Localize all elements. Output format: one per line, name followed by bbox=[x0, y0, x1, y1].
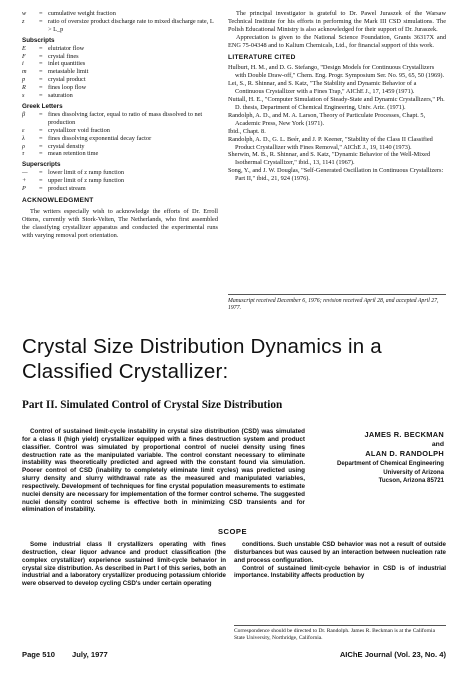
nom-definition: ratio of oversize product discharge rate to mixed discharge rate, L > L_p bbox=[48, 17, 214, 33]
equals-sign: = bbox=[39, 110, 43, 118]
nomenclature-row bbox=[22, 169, 218, 177]
nom-definition: fines dissolving exponential decay factor bbox=[48, 134, 152, 142]
nom-definition: fines loop flow bbox=[48, 84, 87, 92]
nom-symbol: ε bbox=[22, 126, 25, 134]
article-subtitle: Part II. Simulated Control of Crystal Size Distribution bbox=[22, 399, 283, 411]
nomenclature-row bbox=[22, 143, 218, 151]
nom-symbol: m bbox=[22, 68, 27, 76]
nomenclature-row bbox=[22, 68, 218, 76]
citation: Ibid., Chapt. 8. bbox=[228, 127, 266, 135]
equals-sign: = bbox=[39, 150, 43, 158]
equals-sign: = bbox=[39, 84, 43, 92]
issue-date: July, 1977 bbox=[72, 650, 108, 659]
citation: Randolph, A. D., G. L. Beér, and J. P. Keener, "Stability of the Class II Classified Product Crystallizer with Fines Removal," AIChE J., 19, 1140 (1973). bbox=[228, 135, 433, 151]
nom-definition: inlet quantities bbox=[48, 60, 86, 68]
equals-sign: = bbox=[39, 177, 43, 185]
nomenclature-row bbox=[22, 84, 218, 92]
nomenclature-row bbox=[22, 135, 218, 143]
manuscript-received-note: Manuscript received December 6, 1976; revision received April 28, and accepted April 27, 1977. bbox=[228, 294, 446, 312]
nom-definition: product stream bbox=[48, 185, 86, 193]
nom-symbol: F bbox=[22, 52, 26, 60]
equals-sign: = bbox=[39, 126, 43, 134]
acknowledgment-para-2: Appreciation is given to the National Science Foundation, Grants 36317X and ENG 75-04348 and to Kalium Chemicals, Ltd., for financial support of this work. bbox=[228, 33, 446, 49]
nom-symbol: β bbox=[22, 110, 26, 118]
nomenclature-row bbox=[22, 111, 218, 127]
equals-sign: = bbox=[39, 60, 43, 68]
page-footer bbox=[22, 650, 446, 659]
scope-text-right bbox=[234, 541, 446, 580]
author-conjunction: and bbox=[431, 441, 444, 448]
equals-sign: = bbox=[39, 169, 43, 177]
nomenclature-row bbox=[22, 127, 218, 135]
left-column-top bbox=[22, 10, 218, 239]
nomenclature-row bbox=[22, 76, 218, 84]
nom-definition: upper limit of z ramp function bbox=[48, 177, 125, 185]
scope-paragraph: conditions. Such unstable CSD behavior was not a result of outside disturbances but was caused by an interaction between nucleation rate and process configuration. bbox=[234, 541, 446, 564]
citation: Randolph, A. D., and M. A. Larson, Theory of Particulate Processes, Chapt. 5, Academic Press, New York (1971). bbox=[228, 111, 426, 127]
affiliation-city: Tucson, Arizona 85721 bbox=[378, 477, 444, 485]
author-name: ALAN D. RANDOLPH bbox=[365, 449, 444, 458]
nom-symbol: z bbox=[22, 17, 25, 25]
scope-paragraph: Control of sustained limit-cycle behavior in CSD is of industrial importance. Instability affects production by bbox=[234, 564, 446, 580]
nom-symbol: P bbox=[22, 185, 26, 193]
nomenclature-row bbox=[22, 60, 218, 68]
article-title: Crystal Size Distribution Dynamics in a Classified Crystallizer: bbox=[22, 335, 382, 383]
superscripts-heading: Superscripts bbox=[22, 161, 61, 169]
equals-sign: = bbox=[39, 76, 43, 84]
citation: Song, Y., and J. W. Douglas, "Self-Generated Oscillation in Continuous Crystallizers: Part II," ibid., 21, 924 (1976). bbox=[228, 167, 444, 183]
nom-definition: metastable limit bbox=[48, 68, 89, 76]
nom-definition: crystal density bbox=[48, 142, 85, 150]
nomenclature-row bbox=[22, 150, 218, 158]
nomenclature-row bbox=[22, 53, 218, 61]
citation: Lei, S., R. Shinnar, and S. Katz, "The Stability and Dynamic Behavior of a Continuous Crystallizer with a Fines Trap," AIChE J., 17, 1459 (1971). bbox=[228, 80, 417, 96]
nom-symbol: + bbox=[22, 177, 27, 185]
nom-symbol: i bbox=[22, 60, 24, 68]
nom-symbol: τ bbox=[22, 150, 25, 158]
equals-sign: = bbox=[39, 134, 43, 142]
nom-symbol: p bbox=[22, 76, 26, 84]
nomenclature-row bbox=[22, 10, 218, 18]
equals-sign: = bbox=[39, 44, 43, 52]
greek-letters-heading: Greek Letters bbox=[22, 102, 63, 110]
scope-text-left: Some industrial class II crystallizers operating with fines destruction, clear liquor advance and product classification (the complex crystallizer) experience sustained limit-cycle behavior in crystal size distribution. As described in Part I of this series, both an industrial and a laboratory crystallizer producing potassium chloride were observed to develop cycling CSD's under certain operating bbox=[22, 541, 226, 588]
correspondence-note: Correspondence should be directed to Dr. Randolph. James R. Beckman is at the California State University, Northridge, California. bbox=[234, 625, 446, 641]
nom-definition: crystal fines bbox=[48, 52, 79, 60]
nom-symbol: — bbox=[22, 169, 28, 177]
nom-symbol: ρ bbox=[22, 142, 26, 150]
citation: Hulburt, H. M., and D. G. Stefango, "Design Models for Continuous Crystallizers with Double Draw-off," Chem. Eng. Progr. Symposium Ser. No. 95, 65, 50 (1969). bbox=[228, 64, 445, 80]
right-column-top bbox=[228, 10, 446, 183]
equals-sign: = bbox=[39, 68, 43, 76]
literature-cited-heading: LITERATURE CITED bbox=[228, 53, 296, 61]
nom-definition: saturation bbox=[48, 92, 73, 100]
equals-sign: = bbox=[39, 142, 43, 150]
nom-symbol: R bbox=[22, 84, 26, 92]
equals-sign: = bbox=[39, 185, 43, 193]
page-number: Page 510 bbox=[22, 650, 55, 659]
acknowledgment-text: The writers especially wish to acknowledge the efforts of Dr. Erroll Ottens, currently with Stork-Velten, The Netherlands, who first assembled the classifying crystallizer apparatus and conducted the experimental runs with varying removal port orientation. bbox=[22, 207, 218, 239]
author-block bbox=[312, 430, 444, 485]
subscripts-heading: Subscripts bbox=[22, 36, 55, 44]
nomenclature-row bbox=[22, 45, 218, 53]
nom-definition: elutriator flow bbox=[48, 44, 85, 52]
abstract: Control of sustained limit-cycle instability in crystal size distribution (CSD) was simulated for a class II (high yield) crystallizer equipped with a fines destruction system and product classifier. Control was simulated by proportional control of nuclei density using fines destruction rate as the manipulated variable. The control constant necessary to eliminate instability was theoretically predicted and agreed with the constant found via simulation. Poorer control of CSD (inability to completely eliminate limit cycles) was predicted using slurry density and slurry withdrawal rate as the measured and manipulated variables, respectively. Development of techniques for fine crystal population measurements to estimate nuclei density are necessary for implementation of the former control scheme. The suggested nuclei density control scheme is effective both in minimizing CSD transients and for elimination of instability. bbox=[22, 428, 305, 514]
affiliation-university: University of Arizona bbox=[383, 468, 444, 476]
nom-definition: crystallizer void fraction bbox=[48, 126, 110, 134]
author-name: JAMES R. BECKMAN bbox=[364, 430, 444, 439]
acknowledgment-heading: ACKNOWLEDGMENT bbox=[22, 196, 94, 204]
nom-symbol: w bbox=[22, 10, 27, 17]
nomenclature-row bbox=[22, 177, 218, 185]
nom-definition: mean retention time bbox=[48, 150, 99, 158]
acknowledgment-para-1: The principal investigator is grateful to Dr. Pawel Juraszek of the Warsaw Technical Institute for his efforts in performing the Mark III CSD simulations. The Polish Educational Ministry is also acknowledged for their support of Dr. Juraszek. bbox=[228, 10, 446, 33]
scope-heading: SCOPE bbox=[217, 527, 248, 536]
nomenclature-row bbox=[22, 185, 218, 193]
equals-sign: = bbox=[39, 92, 43, 100]
citation: Sherwin, M. B., R. Shinnar, and S. Katz, "Dynamic Behavior of the Well-Mixed Isothermal Crystallizer," ibid., 13, 1141 (1967). bbox=[228, 151, 431, 167]
nom-definition: lower limit of z ramp function bbox=[48, 169, 125, 177]
nom-definition: crystal product bbox=[48, 76, 86, 84]
nom-symbol: λ bbox=[22, 134, 25, 142]
nom-definition: cumulative weight fraction bbox=[48, 10, 116, 17]
nom-definition: fines dissolving factor, equal to ratio of mass dissolved to net production bbox=[48, 110, 203, 126]
citation: Nuttall, H. E., "Computer Simulation of Steady-State and Dynamic Crystallizers," Ph. D. thesis, Department of Chemical Engineering, Univ. Ariz. (1971). bbox=[228, 96, 445, 111]
affiliation-department: Department of Chemical Engineering bbox=[337, 460, 444, 467]
equals-sign: = bbox=[39, 10, 43, 17]
equals-sign: = bbox=[39, 17, 43, 25]
equals-sign: = bbox=[39, 52, 43, 60]
nom-symbol: s bbox=[22, 92, 25, 100]
nom-symbol: E bbox=[22, 44, 26, 52]
nomenclature-row bbox=[22, 18, 218, 34]
journal-name: AIChE Journal (Vol. 23, No. 4) bbox=[339, 650, 446, 659]
nomenclature-row bbox=[22, 92, 218, 100]
